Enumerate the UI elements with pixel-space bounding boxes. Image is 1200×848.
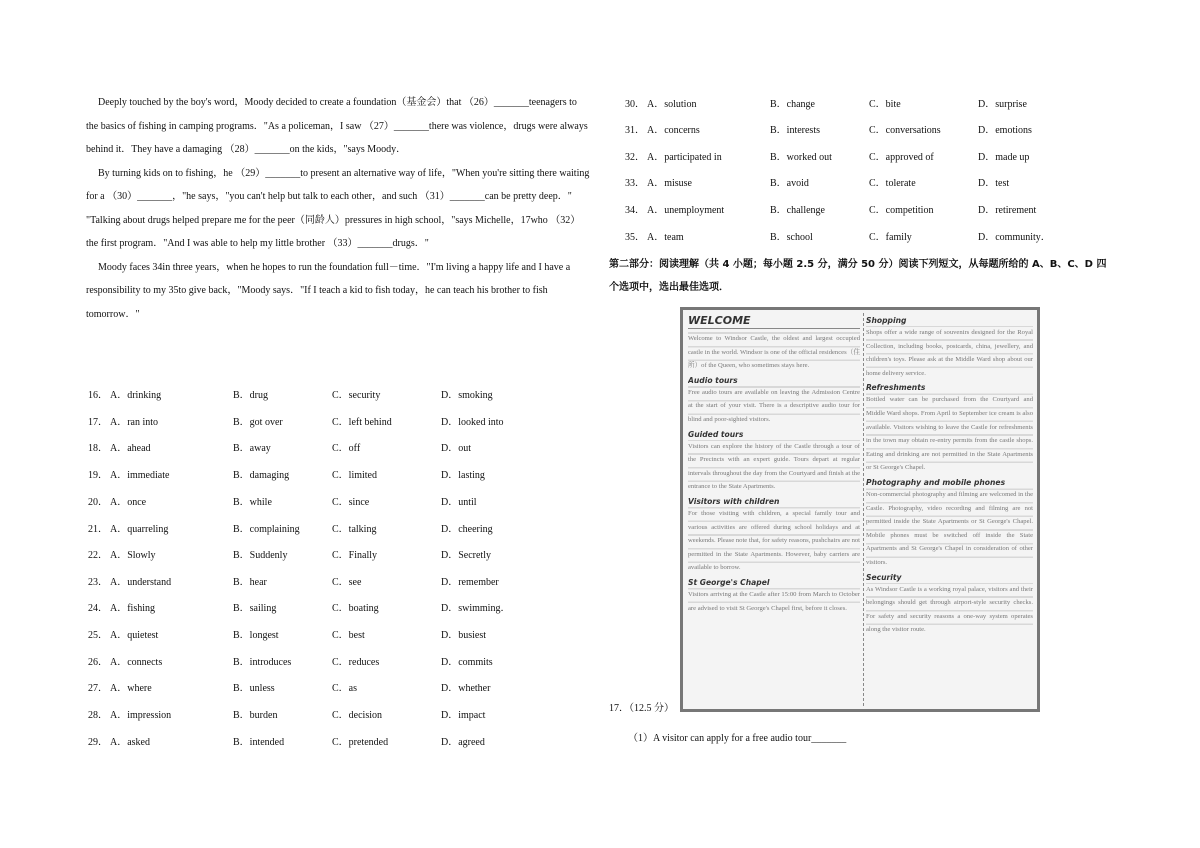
option-b[interactable]: B．damaging <box>233 470 290 481</box>
question-number: 19． <box>88 470 108 481</box>
passage-paragraph: Moody faces 34in three years，when he hopes to run the foundation full－time．"I'm living a happy life and I have a responsibility to my 35to give back，"Moody says．"If I teach a kid to fish today，he can teach his brother to fish tomorrow．" <box>86 261 571 320</box>
notice-body: Visitors can explore the history of the Castle through a tour of the Precincts with an expert guide. Tours depart at regular intervals throughout the day from the Courtyard and finish at the entrance to the State Apartments. <box>688 440 860 494</box>
question-number: 28． <box>88 710 108 721</box>
option-b[interactable]: B．unless <box>233 683 275 694</box>
option-b[interactable]: B．away <box>233 443 271 454</box>
question-number: 20． <box>88 497 108 508</box>
option-row-25 <box>88 628 588 644</box>
option-d[interactable]: D．swimming． <box>441 603 511 614</box>
option-a[interactable]: A．concerns <box>647 125 700 136</box>
notice-heading: Visitors with children <box>688 496 780 506</box>
notice-heading: Security <box>866 572 902 582</box>
option-a[interactable]: A．where <box>110 683 152 694</box>
option-d[interactable]: D．agreed <box>441 737 485 748</box>
option-b[interactable]: B．intended <box>233 737 285 748</box>
option-c[interactable]: C．decision <box>332 710 382 721</box>
notice-heading: Refreshments <box>866 383 926 393</box>
option-b[interactable]: B．complaining <box>233 524 300 535</box>
option-d[interactable]: D．busiest <box>441 630 486 641</box>
option-row-22 <box>88 548 588 564</box>
option-d[interactable]: D．until <box>441 497 477 508</box>
notice-body: Welcome to Windsor Castle, the oldest and largest occupied castle in the world. Windsor is one of the official residences（住所）of the Queen, who sometimes stays here. <box>688 332 860 373</box>
option-row-33 <box>625 176 1125 192</box>
question-number: 25． <box>88 630 108 641</box>
windsor-notice-image <box>680 307 1040 712</box>
option-d[interactable]: D．Secretly <box>441 550 491 561</box>
option-d[interactable]: D．commits <box>441 657 493 668</box>
question-number: 26． <box>88 657 108 668</box>
question-number: 32． <box>625 152 645 163</box>
question-number: 22． <box>88 550 108 561</box>
option-a[interactable]: A．quarreling <box>110 524 169 535</box>
option-row-18 <box>88 441 588 457</box>
passage <box>86 91 591 326</box>
option-row-24 <box>88 601 588 617</box>
option-a[interactable]: A．fishing <box>110 603 155 614</box>
option-c[interactable]: C．tolerate <box>869 178 916 189</box>
question-number: 17． <box>88 417 108 428</box>
option-a[interactable]: A．unemployment <box>647 205 725 216</box>
option-a[interactable]: A．asked <box>110 737 150 748</box>
option-row-27 <box>88 681 588 697</box>
option-row-20 <box>88 495 588 511</box>
notice-body: Visitors arriving at the Castle after 15:00 from March to October are advised to visit St George's Chapel first, before it closes. <box>688 588 860 615</box>
option-c[interactable]: C．pretended <box>332 737 389 748</box>
question-number: 24． <box>88 603 108 614</box>
option-d[interactable]: D．whether <box>441 683 491 694</box>
option-b[interactable]: B．Suddenly <box>233 550 288 561</box>
option-c[interactable]: C．off <box>332 443 361 454</box>
option-c[interactable]: C．best <box>332 630 365 641</box>
option-c[interactable]: C．talking <box>332 524 377 535</box>
option-c[interactable]: C．as <box>332 683 357 694</box>
option-row-28 <box>88 708 588 724</box>
option-d[interactable]: D．emotions <box>978 125 1032 136</box>
option-c[interactable]: C．since <box>332 497 370 508</box>
option-a[interactable]: A．once <box>110 497 147 508</box>
option-c[interactable]: C．conversations <box>869 125 941 136</box>
notice-heading: St George's Chapel <box>688 577 770 587</box>
notice-heading: Guided tours <box>688 429 744 439</box>
option-d[interactable]: D．smoking <box>441 390 493 401</box>
option-d[interactable]: D．retirement <box>978 205 1037 216</box>
option-b[interactable]: B．introduces <box>233 657 292 668</box>
option-c[interactable]: C．boating <box>332 603 379 614</box>
notice-title: WELCOME <box>688 313 860 329</box>
question-17-1: （1）A visitor can apply for a free audio tour_______ <box>628 733 847 744</box>
question-number: 33． <box>625 178 645 189</box>
option-d[interactable]: D．remember <box>441 577 499 588</box>
notice-body: For those visiting with children, a special family tour and various activities are offered during school holidays and at weekends. Please note that, for safety reasons, pushchairs are not permitted in the State Apartments. However, baby carriers are available to borrow. <box>688 507 860 575</box>
option-row-32 <box>625 150 1125 166</box>
option-row-29 <box>88 735 588 751</box>
option-c[interactable]: C．family <box>869 232 912 243</box>
option-row-21 <box>88 522 588 538</box>
section-heading: 第二部分：阅读理解（共 4 小题；每小题 2.5 分，满分 50 分）阅读下列短文，从每题所给的 A、B、C、D 四个选项中，选出最佳选项． <box>609 259 1107 293</box>
option-b[interactable]: B．interests <box>770 125 820 136</box>
option-b[interactable]: B．avoid <box>770 178 809 189</box>
option-a[interactable]: A．quietest <box>110 630 159 641</box>
notice-body: Non-commercial photography and filming are welcomed in the Castle. Photography, video recording and filming are not permitted inside the State Apartments or St George's Chapel. Mobile phones must be switched off inside the State Apartments and St George's Chapel in consideration of other visitors. <box>866 488 1033 570</box>
option-a[interactable]: A．solution <box>647 99 697 110</box>
question-number: 34． <box>625 205 645 216</box>
question-number: 29． <box>88 737 108 748</box>
option-row-35 <box>625 230 1125 246</box>
option-a[interactable]: A．Slowly <box>110 550 156 561</box>
question-number: 18． <box>88 443 108 454</box>
option-row-23 <box>88 575 588 591</box>
question-number: 27． <box>88 683 108 694</box>
option-b[interactable]: B．got over <box>233 417 283 428</box>
option-d[interactable]: D．test <box>978 178 1010 189</box>
option-row-17 <box>88 415 588 431</box>
option-a[interactable]: A．immediate <box>110 470 170 481</box>
option-b[interactable]: B．sailing <box>233 603 277 614</box>
question-number: 35． <box>625 232 645 243</box>
passage-paragraph: Deeply touched by the boy's word，Moody decided to create a foundation（基金会）that （26）_______teenagers to the basics of fishing in camping programs．"As a policeman，I saw （27）_______there was violence，drugs were always behind it．They have a damaging （28）_______on the kids，"says Moody． <box>86 97 588 155</box>
option-b[interactable]: B．change <box>770 99 815 110</box>
option-c[interactable]: C．security <box>332 390 381 401</box>
notice-heading: Photography and mobile phones <box>866 477 1006 487</box>
question-number: 31． <box>625 125 645 136</box>
question-17-label: 17．（12.5 分） <box>609 703 674 714</box>
option-a[interactable]: A．connects <box>110 657 163 668</box>
option-b[interactable]: B．longest <box>233 630 279 641</box>
option-d[interactable]: D．made up <box>978 152 1030 163</box>
notice-body: Bottled water can be purchased from the Courtyard and Middle Ward shops. From April to September ice cream is also available. Visitors wishing to leave the Castle for refreshments in the town may obtain re-entry permits from the castle shops. Eating and drinking are not permitted in the State Apartments or St George's Chapel. <box>866 393 1033 475</box>
question-number: 23． <box>88 577 108 588</box>
option-c[interactable]: C．approved of <box>869 152 934 163</box>
option-a[interactable]: A．ahead <box>110 443 151 454</box>
option-a[interactable]: A．impression <box>110 710 172 721</box>
question-number: 16． <box>88 390 108 401</box>
option-b[interactable]: B．worked out <box>770 152 832 163</box>
option-row-34 <box>625 203 1125 219</box>
option-b[interactable]: B．challenge <box>770 205 825 216</box>
option-d[interactable]: D．community． <box>978 232 1051 243</box>
question-number: 21． <box>88 524 108 535</box>
notice-body: As Windsor Castle is a working royal palace, visitors and their belongings should get through airport-style security checks. For safety and security reasons a one-way system operates along the visitor route. <box>866 583 1033 637</box>
notice-body: Free audio tours are available on leaving the Admission Centre at the start of your visit. There is a descriptive audio tour for blind and poor-sighted visitors. <box>688 386 860 427</box>
option-row-16 <box>88 388 588 404</box>
option-a[interactable]: A．ran into <box>110 417 159 428</box>
notice-heading: Audio tours <box>688 375 738 385</box>
option-c[interactable]: C．Finally <box>332 550 378 561</box>
option-c[interactable]: C．left behind <box>332 417 392 428</box>
notice-body: Shops offer a wide range of souvenirs designed for the Royal Collection, including books, postcards, china, jewellery, and children's toys. Please ask at the Middle Ward shop about our home delivery service. <box>866 326 1033 380</box>
option-row-26 <box>88 655 588 671</box>
notice-left-column <box>688 313 860 706</box>
option-a[interactable]: A．participated in <box>647 152 722 163</box>
option-a[interactable]: A．understand <box>110 577 172 588</box>
option-c[interactable]: C．bite <box>869 99 901 110</box>
option-b[interactable]: B．while <box>233 497 272 508</box>
option-b[interactable]: B．hear <box>233 577 267 588</box>
option-row-30 <box>625 97 1125 113</box>
option-d[interactable]: D．surprise <box>978 99 1027 110</box>
column-divider <box>863 313 865 706</box>
option-b[interactable]: B．burden <box>233 710 278 721</box>
notice-right-column <box>866 313 1033 706</box>
notice-heading: Shopping <box>866 316 907 325</box>
passage-paragraph: "Talking about drugs helped prepare me for the peer（同龄人）pressures in high school，"says Michelle，17who （32）the first program．"And I was able to help my little brother （33）_______drugs．" <box>86 214 581 249</box>
option-a[interactable]: A．team <box>647 232 684 243</box>
option-b[interactable]: B．school <box>770 232 813 243</box>
option-d[interactable]: D．impact <box>441 710 486 721</box>
option-a[interactable]: A．drinking <box>110 390 162 401</box>
option-d[interactable]: D．out <box>441 443 471 454</box>
question-number: 30． <box>625 99 645 110</box>
option-d[interactable]: D．looked into <box>441 417 504 428</box>
option-c[interactable]: C．limited <box>332 470 377 481</box>
option-c[interactable]: C．see <box>332 577 362 588</box>
passage-paragraph: By turning kids on to fishing，he （29）_______to present an alternative way of life，"When you're sitting there waiting for a （30）_______，"he says，"you can't help but talk to each other，and such （31）_______can be pretty deep．" <box>86 167 590 202</box>
option-b[interactable]: B．drug <box>233 390 268 401</box>
option-c[interactable]: C．competition <box>869 205 934 216</box>
option-row-31 <box>625 123 1125 139</box>
option-c[interactable]: C．reduces <box>332 657 380 668</box>
option-d[interactable]: D．lasting <box>441 470 485 481</box>
option-a[interactable]: A．misuse <box>647 178 692 189</box>
option-row-19 <box>88 468 588 484</box>
option-d[interactable]: D．cheering <box>441 524 493 535</box>
